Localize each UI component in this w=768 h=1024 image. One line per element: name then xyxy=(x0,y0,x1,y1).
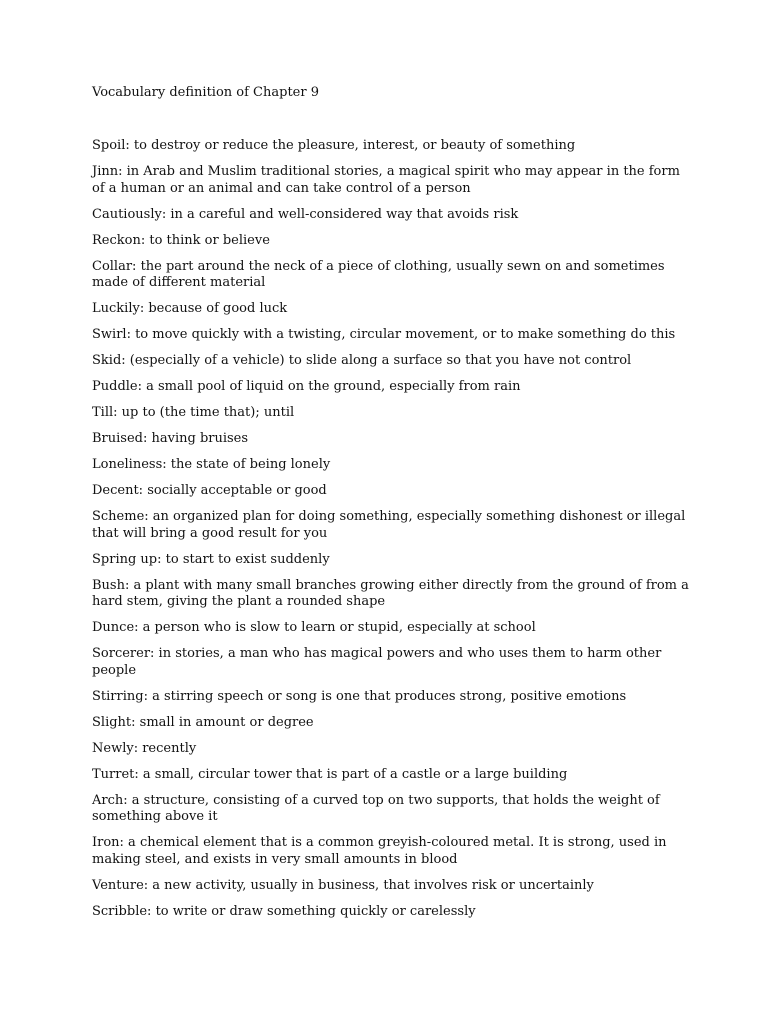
vocabulary-entry: Bush: a plant with many small branches growing either directly from the ground of from a hard stem, giving the plant a rounded shape xyxy=(92,577,689,609)
vocabulary-entry: Arch: a structure, consisting of a curved top on two supports, that holds the weight of something above it xyxy=(92,792,660,824)
vocabulary-entry: Iron: a chemical element that is a common greyish-coloured metal. It is strong, used in making steel, and exists in very small amounts in blood xyxy=(92,835,667,867)
vocabulary-entry: Scribble: to write or draw something quickly or carelessly xyxy=(92,903,476,919)
vocabulary-entry: Decent: socially acceptable or good xyxy=(92,483,327,498)
vocabulary-entry: Turret: a small, circular tower that is part of a castle or a large building xyxy=(92,766,568,782)
vocabulary-entry: Bruised: having bruises xyxy=(92,431,249,446)
vocabulary-entry: Sorcerer: in stories, a man who has magical powers and who uses them to harm other people xyxy=(92,646,662,678)
vocabulary-entry: Skid: (especially of a vehicle) to slide along a surface so that you have not control xyxy=(92,353,632,368)
vocabulary-entry: Spoil: to destroy or reduce the pleasure, interest, or beauty of something xyxy=(92,138,576,153)
vocabulary-entry: Jinn: in Arab and Muslim traditional stories, a magical spirit who may appear in the form of a human or an animal and can take control of a person xyxy=(92,164,680,196)
vocabulary-entry: Collar: the part around the neck of a piece of clothing, usually sewn on and sometimes made of different material xyxy=(92,258,665,290)
vocabulary-entry: Puddle: a small pool of liquid on the ground, especially from rain xyxy=(92,379,521,394)
vocabulary-entry: Luckily: because of good luck xyxy=(92,301,288,316)
vocabulary-entry: Venture: a new activity, usually in business, that involves risk or uncertainly xyxy=(92,877,594,893)
vocabulary-list xyxy=(92,138,692,920)
vocabulary-entry: Cautiously: in a careful and well-considered way that avoids risk xyxy=(92,206,519,222)
vocabulary-entry: Slight: small in amount or degree xyxy=(92,714,314,730)
vocabulary-entry: Scheme: an organized plan for doing something, especially something dishonest or illegal that will bring a good result for you xyxy=(92,509,686,541)
vocabulary-entry: Newly: recently xyxy=(92,740,197,756)
document-title: Vocabulary definition of Chapter 9 xyxy=(92,85,319,100)
vocabulary-entry: Dunce: a person who is slow to learn or stupid, especially at school xyxy=(92,620,536,635)
vocabulary-entry: Swirl: to move quickly with a twisting, circular movement, or to make something do this xyxy=(92,327,676,342)
vocabulary-entry: Till: up to (the time that); until xyxy=(92,405,295,420)
vocabulary-entry: Stirring: a stirring speech or song is one that produces strong, positive emotions xyxy=(92,688,627,704)
vocabulary-entry: Loneliness: the state of being lonely xyxy=(92,457,331,472)
vocabulary-entry: Spring up: to start to exist suddenly xyxy=(92,551,330,567)
vocabulary-entry: Reckon: to think or believe xyxy=(92,232,270,248)
document-page xyxy=(92,84,692,930)
